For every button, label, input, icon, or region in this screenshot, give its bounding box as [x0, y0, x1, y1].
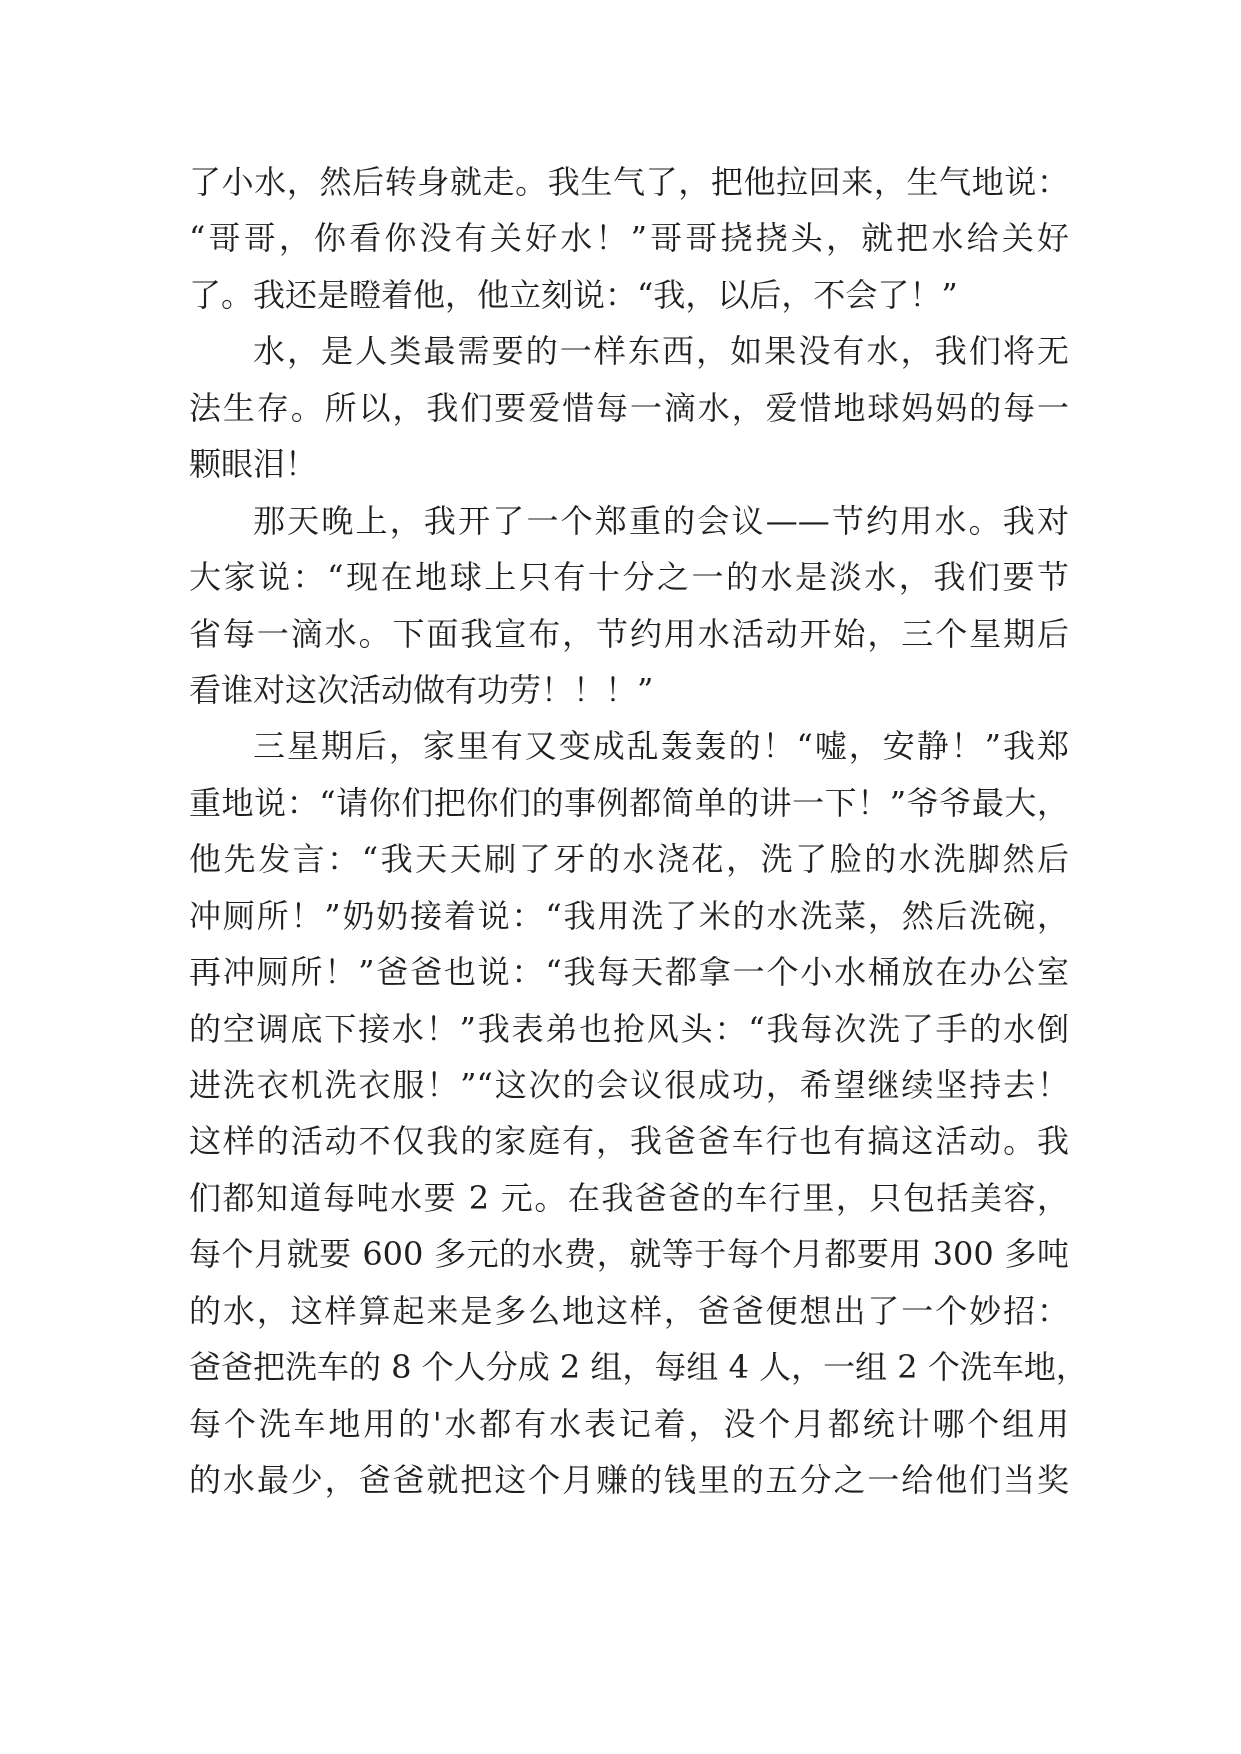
paragraph-first-line: 三星期后，家里有又变成乱轰轰的！“嘘，安静！”我郑	[253, 727, 1069, 766]
document-body	[189, 154, 1088, 1509]
text-line: 进洗衣机洗衣服！”“这次的会议很成功，希望继续坚持去！	[189, 1066, 1069, 1104]
text-line: 再冲厕所！”爸爸也说：“我每天都拿一个小水桶放在办公室	[189, 953, 1069, 992]
text-line: 了。我还是瞪着他，他立刻说：“我，以后，不会了！”	[189, 275, 958, 314]
text-line: 了小水，然后转身就走。我生气了，把他拉回来，生气地说：	[189, 163, 1069, 201]
paragraph-first-line: 水，是人类最需要的一样东西，如果没有水，我们将无	[253, 332, 1069, 371]
text-line: 每个洗车地用的'水都有水表记着，没个月都统计哪个组用	[189, 1404, 1069, 1443]
text-line: 重地说：“请你们把你们的事例都简单的讲一下！”爷爷最大，	[189, 783, 1069, 822]
text-line: 爸爸把洗车的 8 个人分成 2 组，每组 4 人，一组 2 个洗车地，	[189, 1348, 1088, 1387]
text-line: 大家说：“现在地球上只有十分之一的水是淡水，我们要节	[189, 558, 1069, 597]
text-line: 们都知道每吨水要 2 元。在我爸爸的车行里，只包括美容，	[189, 1178, 1069, 1217]
text-line: 的水最少，爸爸就把这个月赚的钱里的五分之一给他们当奖	[189, 1461, 1069, 1500]
text-line: 冲厕所！”奶奶接着说：“我用洗了米的水洗菜，然后洗碗，	[189, 896, 1069, 935]
text-line: 的空调底下接水！”我表弟也抢风头：“我每次洗了手的水倒	[189, 1009, 1069, 1048]
text-line: 颗眼泪！	[189, 445, 318, 484]
text-line: “哥哥，你看你没有关好水！”哥哥挠挠头，就把水给关好	[189, 219, 1069, 258]
text-line: 每个月就要 600 多元的水费，就等于每个月都要用 300 多吨	[189, 1235, 1069, 1274]
text-line: 的水，这样算起来是多么地这样，爸爸便想出了一个妙招：	[189, 1291, 1069, 1330]
paragraph-first-line: 那天晚上，我开了一个郑重的会议——节约用水。我对	[253, 501, 1069, 540]
text-line: 他先发言：“我天天刷了牙的水浇花，洗了脸的水洗脚然后	[189, 840, 1069, 879]
text-line: 这样的活动不仅我的家庭有，我爸爸车行也有搞这活动。我	[189, 1122, 1069, 1161]
text-line: 省每一滴水。下面我宣布，节约用水活动开始，三个星期后	[189, 614, 1069, 653]
text-line: 看谁对这次活动做有功劳！！！”	[189, 670, 654, 709]
text-line: 法生存。所以，我们要爱惜每一滴水，爱惜地球妈妈的每一	[189, 388, 1069, 427]
